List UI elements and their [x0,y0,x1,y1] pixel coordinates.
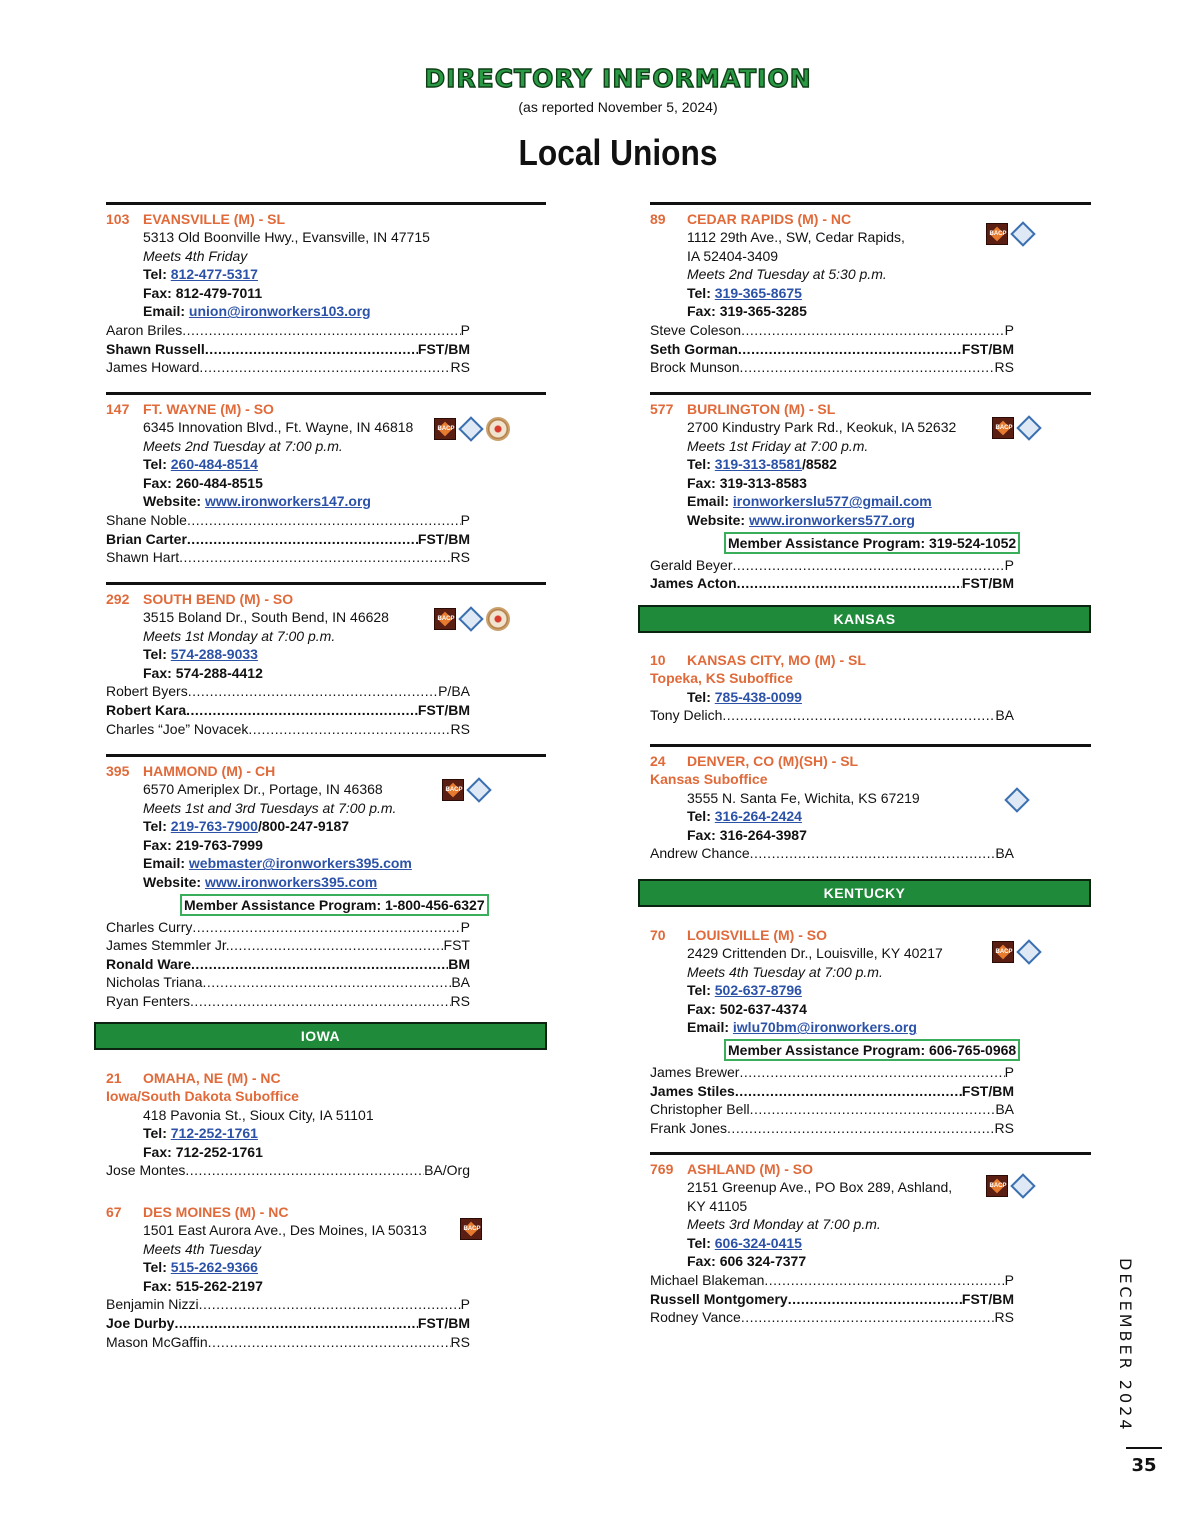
state-header-kansas: KANSAS [638,605,1091,633]
diamond-logo-icon [1016,415,1041,440]
fax-value: 316-264-3987 [719,826,807,843]
address: 6345 Innovation Blvd., Ft. Wayne, IN 46818 [143,419,414,435]
member-row: Charles “Joe” Novacek ..... RS [106,720,470,739]
address: 3555 N. Santa Fe, Wichita, KS 67219 [687,789,920,806]
member-row: Gerald Beyer ..... P [650,556,1014,575]
tel-label: Tel: [687,808,715,825]
website-label: Website: [143,873,205,890]
seal-logo-icon [486,607,510,631]
member-row: Frank Jones ..... RS [650,1119,1014,1138]
fax-label: Fax: [143,1277,176,1294]
fax-label: Fax: [143,664,176,681]
issue-date: DECEMBER 2024 [1116,1258,1135,1433]
diamond-logo-icon [458,416,483,441]
local-name: DENVER, CO (M)(SH) - SL [687,753,859,769]
local-number: 70 [650,927,666,943]
address: 1501 East Aurora Ave., Des Moines, IA 50313 [143,1222,427,1238]
tel-label: Tel: [143,1125,171,1142]
tel-label: Tel: [143,266,171,283]
fax-label: Fax: [687,1000,720,1017]
fax-value: 515-262-2197 [175,1277,263,1294]
member-row: Shane Noble ..... P [106,511,470,530]
local-24-entry [650,744,1091,863]
affiliation-logos [442,779,490,801]
fax-value: 712-252-1761 [175,1143,263,1160]
meeting-time: Meets 4th Tuesday [143,1240,262,1257]
page-number: 35 [1131,1455,1157,1476]
member-row: Nicholas Triana ..... BA [106,973,470,992]
member-row: James Acton ..... FST/BM [650,574,1014,593]
member-row: Rodney Vance ..... RS [650,1308,1014,1327]
member-row: James Brewer ..... P [650,1063,1014,1082]
local-number: 21 [106,1070,122,1086]
tel-link[interactable]: 319-313-8581 [714,456,802,473]
local-name: HAMMOND (M) - CH [143,763,276,779]
local-name: KANSAS CITY, MO (M) - SL [687,652,866,668]
member-assistance-program: Member Assistance Program: 606-765-0968 [724,1039,1020,1061]
address: 2429 Crittenden Dr., Louisville, KY 40217 [687,945,943,961]
affiliation-logos [992,941,1040,963]
tel-link[interactable]: 785-438-0099 [714,688,802,705]
address: 3515 Boland Dr., South Bend, IN 46628 [143,609,389,625]
local-70-entry [650,921,1091,1137]
address: 6570 Ameriplex Dr., Portage, IN 46368 [143,781,383,797]
local-21-entry [106,1064,546,1180]
local-name: OMAHA, NE (M) - NC [143,1070,281,1086]
bacp-logo-icon [992,417,1014,439]
local-name: CEDAR RAPIDS (M) - NC [687,211,852,227]
tel-link[interactable]: 712-252-1761 [170,1125,258,1142]
local-769-entry [650,1152,1091,1327]
bacp-logo-icon [442,779,464,801]
tel-link[interactable]: 812-477-5317 [170,266,258,283]
fax-value: 812-479-7011 [175,284,263,301]
fax-label: Fax: [143,474,176,491]
local-number: 10 [650,652,666,668]
diamond-logo-icon [1010,221,1035,246]
member-row: James Stemmler Jr. ..... FST [106,936,470,955]
tel-link[interactable]: 316-264-2424 [714,808,802,825]
meeting-time: Meets 2nd Tuesday at 5:30 p.m. [687,266,887,283]
bacp-logo-icon [460,1218,482,1240]
tel-link[interactable]: 319-365-8675 [714,284,802,301]
bacp-logo-icon [986,223,1008,245]
diamond-logo-icon [1016,939,1041,964]
address: 418 Pavonia St., Sioux City, IA 51101 [143,1106,374,1123]
member-row: Joe Durby ..... FST/BM [106,1314,470,1333]
fax-label: Fax: [687,303,720,320]
website-link[interactable]: www.ironworkers577.org [748,511,915,528]
email-label: Email: [687,1019,733,1036]
member-row: Ryan Fenters ..... RS [106,992,470,1011]
affiliation-logos [992,417,1040,439]
fax-label: Fax: [143,1143,176,1160]
member-row: Ronald Ware ..... BM [106,955,470,974]
local-number: 67 [106,1204,122,1220]
affiliation-logos [434,607,510,631]
member-row: James Stiles ..... FST/BM [650,1082,1014,1101]
website-label: Website: [143,493,205,510]
local-number: 103 [106,211,130,227]
page-heading: Local Unions [518,132,718,173]
tel-link[interactable]: 574-288-9033 [170,646,258,663]
fax-value: 319-313-8583 [719,474,807,491]
local-number: 769 [650,1161,674,1177]
tel-label: Tel: [687,456,715,473]
member-row: Andrew Chance ..... BA [650,844,1014,863]
local-name: EVANSVILLE (M) - SL [143,211,286,227]
email-link[interactable]: webmaster@ironworkers395.com [188,855,412,872]
member-assistance-program: Member Assistance Program: 1-800-456-6327 [180,894,489,916]
email-link[interactable]: union@ironworkers103.org [188,303,371,320]
state-header-iowa: IOWA [94,1022,547,1050]
member-row: Brian Carter ..... FST/BM [106,530,470,549]
tel-label: Tel: [143,646,171,663]
meeting-time: Meets 1st and 3rd Tuesdays at 7:00 p.m. [143,799,397,816]
fax-value: 219-763-7999 [175,836,263,853]
tel-extra: /8582 [801,456,837,473]
tel-link[interactable]: 502-637-8796 [714,982,802,999]
local-292-entry [106,582,546,738]
email-label: Email: [143,303,189,320]
meeting-time: Meets 3rd Monday at 7:00 p.m. [687,1216,881,1233]
fax-label: Fax: [143,836,176,853]
meeting-time: Meets 4th Friday [143,247,248,264]
fax-label: Fax: [687,826,720,843]
local-number: 395 [106,763,130,779]
diamond-logo-icon [466,777,491,802]
local-name: ASHLAND (M) - SO [687,1161,813,1177]
affiliation-logos [1006,789,1028,811]
address-line-2: IA 52404-3409 [687,247,779,264]
tel-link[interactable]: 606-324-0415 [714,1234,802,1251]
diamond-logo-icon [1010,1173,1035,1198]
member-row: Brock Munson ..... RS [650,358,1014,377]
suboffice: Iowa/South Dakota Suboffice [106,1088,299,1104]
member-row: Charles Curry ..... P [106,918,470,937]
tel-label: Tel: [687,982,715,999]
meeting-time: Meets 4th Tuesday at 7:00 p.m. [687,963,883,980]
website-link[interactable]: www.ironworkers395.com [204,873,378,890]
address: 5313 Old Boonville Hwy., Evansville, IN 47715 [143,229,430,245]
affiliation-logos [986,223,1034,245]
tel-link[interactable]: 219-763-7900 [170,818,258,835]
address: 2151 Greenup Ave., PO Box 289, Ashland, [687,1179,953,1195]
member-row: Aaron Briles ..... P [106,321,470,340]
email-label: Email: [687,493,733,510]
local-name: DES MOINES (M) - NC [143,1204,289,1220]
local-395-entry [106,754,546,1011]
email-label: Email: [143,855,189,872]
member-row: Christopher Bell ..... BA [650,1100,1014,1119]
local-number: 147 [106,401,130,417]
report-date: (as reported November 5, 2024) [518,99,718,115]
tel-extra: /800-247-9187 [257,818,350,835]
address-line-2: KY 41105 [687,1197,748,1214]
local-67-entry [106,1198,546,1351]
directory-title: DIRECTORY INFORMATION [424,64,812,93]
page-number-rule [1126,1447,1162,1449]
member-row: Shawn Russell ..... FST/BM [106,340,470,359]
member-row: Robert Kara ..... FST/BM [106,701,470,720]
local-name: FT. WAYNE (M) - SO [143,401,274,417]
fax-value: 502-637-4374 [719,1000,807,1017]
local-number: 89 [650,211,666,227]
member-row: Jose Montes ..... BA/Org [106,1161,470,1180]
member-row: Shawn Hart ..... RS [106,548,470,567]
tel-label: Tel: [687,1234,715,1251]
website-label: Website: [687,511,749,528]
local-number: 577 [650,401,674,417]
meeting-time: Meets 1st Friday at 7:00 p.m. [687,437,869,454]
member-row: Russell Montgomery ..... FST/BM [650,1290,1014,1309]
fax-value: 319-365-3285 [719,303,807,320]
meeting-time: Meets 1st Monday at 7:00 p.m. [143,627,336,644]
member-row: Steve Coleson ..... P [650,321,1014,340]
local-103-entry [106,202,546,377]
local-147-entry [106,392,546,567]
fax-label: Fax: [687,474,720,491]
fax-value: 574-288-4412 [175,664,263,681]
fax-value: 606 324-7377 [719,1253,807,1270]
member-row: Robert Byers ..... P/BA [106,682,470,701]
local-name: SOUTH BEND (M) - SO [143,591,294,607]
diamond-logo-icon [1004,787,1029,812]
member-row: Michael Blakeman ..... P [650,1271,1014,1290]
meeting-time: Meets 2nd Tuesday at 7:00 p.m. [143,437,343,454]
local-number: 292 [106,591,130,607]
address: 1112 29th Ave., SW, Cedar Rapids, [687,229,905,245]
tel-label: Tel: [687,688,715,705]
tel-label: Tel: [143,1259,171,1276]
local-number: 24 [650,753,666,769]
bacp-logo-icon [992,941,1014,963]
suboffice: Kansas Suboffice [650,771,768,787]
member-row: Benjamin Nizzi ..... P [106,1295,470,1314]
member-row: Mason McGaffin ..... RS [106,1333,470,1352]
tel-link[interactable]: 515-262-9366 [170,1259,258,1276]
diamond-logo-icon [458,606,483,631]
suboffice: Topeka, KS Suboffice [650,670,793,686]
address: 2700 Kindustry Park Rd., Keokuk, IA 52632 [687,419,957,435]
website-link[interactable]: www.ironworkers147.org [204,493,371,510]
local-577-entry [650,392,1091,593]
member-assistance-program: Member Assistance Program: 319-524-1052 [724,532,1020,554]
affiliation-logos [986,1175,1034,1197]
seal-logo-icon [486,417,510,441]
member-row: James Howard ..... RS [106,358,470,377]
tel-label: Tel: [143,456,171,473]
affiliation-logos [434,417,510,441]
fax-value: 260-484-8515 [175,474,263,491]
local-89-entry [650,202,1091,377]
state-header-kentucky: KENTUCKY [638,879,1091,907]
local-10-entry [650,646,1091,725]
member-row: Seth Gorman ..... FST/BM [650,340,1014,359]
local-name: LOUISVILLE (M) - SO [687,927,827,943]
tel-link[interactable]: 260-484-8514 [170,456,258,473]
local-name: BURLINGTON (M) - SL [687,401,836,417]
fax-label: Fax: [687,1253,720,1270]
bacp-logo-icon [434,608,456,630]
affiliation-logos [460,1218,482,1240]
tel-label: Tel: [687,284,715,301]
bacp-logo-icon [986,1175,1008,1197]
tel-label: Tel: [143,818,171,835]
fax-label: Fax: [143,284,176,301]
email-link[interactable]: iwlu70bm@ironworkers.org [732,1019,917,1036]
email-link[interactable]: ironworkerslu577@gmail.com [732,493,932,510]
member-row: Tony Delich ..... BA [650,706,1014,725]
bacp-logo-icon [434,418,456,440]
